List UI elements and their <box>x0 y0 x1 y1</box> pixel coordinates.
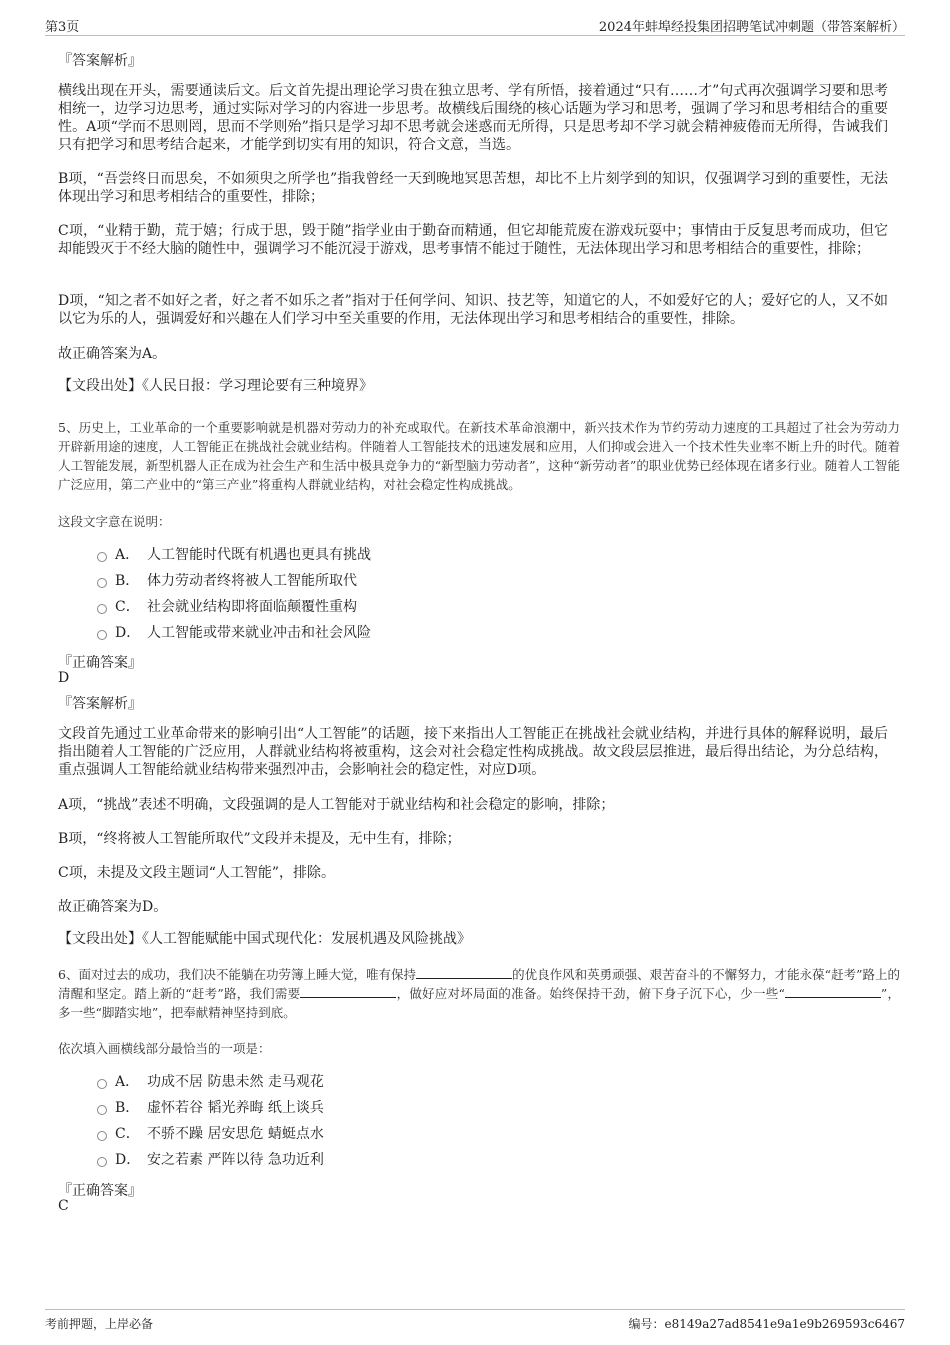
correct-answer-label: 『正确答案』 <box>58 1183 142 1199</box>
radio-button[interactable] <box>97 1105 107 1115</box>
analysis-paragraph: C项，“业精于勤，荒于嬉；行成于思，毁于随”指学业由于勤奋而精通，但它却能荒废在游戏玩耍中；事情由于反复思考而成功，但它却能毁灭于不经大脑的随性中，强调学习不能沉浸于游戏，思考事情不能过于随性，无法体现出学习和思考相结合的重要性，排除； <box>58 223 888 257</box>
radio-button[interactable] <box>97 1079 107 1089</box>
radio-button[interactable] <box>97 630 107 640</box>
option-b[interactable] <box>97 571 357 591</box>
conclusion: 故正确答案为A。 <box>58 346 167 362</box>
analysis-label: 『答案解析』 <box>58 696 142 712</box>
analysis-paragraph: 文段首先通过工业革命带来的影响引出“人工智能”的话题，接下来指出人工智能正在挑战社会就业结构，并进行具体的解释说明，最后指出随着人工智能的广泛应用，人群就业结构将被重构，这会对社会稳定性构成挑战。故文段层层推进，最后得出结论，为分总结构，重点强调人工智能给就业结构带来强烈冲击，会影响社会的稳定性，对应D项。 <box>58 726 888 778</box>
option-letter: D． <box>115 625 141 641</box>
option-text: 不骄不躁 居安思危 蜻蜓点水 <box>147 1126 324 1142</box>
option-text: 功成不居 防患未然 走马观花 <box>147 1074 324 1090</box>
correct-answer: C <box>58 1198 69 1214</box>
page-footer <box>45 1309 905 1337</box>
option-text: 人工智能或带来就业冲击和社会风险 <box>147 625 371 641</box>
page-number: 第3页 <box>45 20 80 35</box>
analysis-paragraph: B项，“终将被人工智能所取代”文段并未提及，无中生有，排除； <box>58 831 461 847</box>
radio-button[interactable] <box>97 578 107 588</box>
correct-answer: D <box>58 670 70 686</box>
stem-text: 6、面对过去的成功，我们决不能躺在功劳簿上睡大觉，唯有保持 <box>58 967 417 982</box>
option-text: 安之若素 严阵以待 急功近利 <box>147 1152 324 1168</box>
radio-button[interactable] <box>97 604 107 614</box>
option-a[interactable] <box>97 545 371 565</box>
option-letter: B． <box>115 573 140 589</box>
option-letter: A． <box>115 1074 140 1090</box>
fill-blank <box>785 986 881 998</box>
fill-blank <box>416 967 512 979</box>
option-c[interactable] <box>97 597 357 617</box>
option-d[interactable] <box>97 1150 324 1170</box>
stem-text: ，做好应对坏局面的准备。始终保持干劲，俯下身子沉下心，少一些“ <box>396 986 785 1001</box>
document-code: 编号：e8149a27ad8541e9a1e9b269593c6467 <box>628 1317 905 1331</box>
analysis-paragraph: A项，“挑战”表述不明确，文段强调的是人工智能对于就业结构和社会稳定的影响，排除； <box>58 797 615 813</box>
question-prompt: 这段文字意在说明： <box>58 514 171 529</box>
analysis-paragraph: C项，未提及文段主题词“人工智能”，排除。 <box>58 865 336 881</box>
option-text: 社会就业结构即将面临颠覆性重构 <box>147 599 357 615</box>
source-citation: 【文段出处】《人工智能赋能中国式现代化：发展机遇及风险挑战》 <box>58 931 471 947</box>
radio-button[interactable] <box>97 1131 107 1141</box>
analysis-paragraph: B项，“吾尝终日而思矣，不如须臾之所学也”指我曾经一天到晚地冥思苦想，却比不上片刻学到的知识，仅强调学习到的重要性，无法体现出学习和思考相结合的重要性，排除； <box>58 171 888 205</box>
radio-button[interactable] <box>97 552 107 562</box>
stem-text: 的优良作风和英勇顽强、艰苦奋斗的不懈努力，才能永葆“赶考”路上的清醒和坚定。踏上新的“赶考”路，我们需要 <box>58 967 900 1001</box>
option-letter: C． <box>115 599 140 615</box>
option-text: 人工智能时代既有机遇也更具有挑战 <box>147 547 371 563</box>
option-letter: D． <box>115 1152 141 1168</box>
fill-blank <box>300 986 396 998</box>
option-letter: C． <box>115 1126 140 1142</box>
question-prompt: 依次填入画横线部分最恰当的一项是： <box>58 1041 271 1056</box>
option-letter: A． <box>115 547 140 563</box>
question-stem <box>58 965 900 1022</box>
option-text: 虚怀若谷 韬光养晦 纸上谈兵 <box>147 1100 324 1116</box>
option-letter: B． <box>115 1100 140 1116</box>
stem-text: ”，多一些“脚踏实地”，把奉献精神坚持到底。 <box>58 986 900 1020</box>
conclusion: 故正确答案为D。 <box>58 899 168 915</box>
page-header <box>45 14 905 36</box>
option-text: 体力劳动者终将被人工智能所取代 <box>147 573 357 589</box>
footer-slogan: 考前押题，上岸必备 <box>45 1317 154 1331</box>
option-c[interactable] <box>97 1124 324 1144</box>
document-title: 2024年蚌埠经投集团招聘笔试冲刺题（带答案解析） <box>598 20 905 35</box>
source-citation: 【文段出处】《人民日报：学习理论要有三种境界》 <box>58 378 373 394</box>
question-stem: 5、历史上，工业革命的一个重要影响就是机器对劳动力的补充或取代。在新技术革命浪潮中，新兴技术作为节约劳动力速度的工具超过了社会为劳动力开辟新用途的速度，人工智能正在挑战社会就业结构。伴随着人工智能技术的迅速发展和应用，人们抑或会进入一个技术性失业率不断上升的时代。随着人工智能发展，新型机器人正在成为社会生产和生活中极具竞争力的“新型脑力劳动者”，这种“新劳动者”的职业优势已经体现在诸多行业。随着人工智能广泛应用，第二产业中的“第三产业”将重构人群就业结构，对社会稳定性构成挑战。 <box>58 420 900 492</box>
analysis-label: 『答案解析』 <box>58 53 142 69</box>
radio-button[interactable] <box>97 1157 107 1167</box>
option-b[interactable] <box>97 1098 324 1118</box>
analysis-paragraph: 横线出现在开头，需要通读后文。后文首先提出理论学习贵在独立思考、学有所悟，接着通过“只有……才”句式再次强调学习要和思考相统一，边学习边思考，通过实际对学习的内容进一步思考。故横线后围绕的核心话题为学习和思考，强调了学习和思考相结合的重要性。A项“学而不思则罔，思而不学则殆”指只是学习却不思考就会迷惑而无所得，只是思考却不学习就会精神疲倦而无所得，告诫我们只有把学习和思考结合起来，才能学到切实有用的知识，符合文意，当选。 <box>58 83 888 153</box>
correct-answer-label: 『正确答案』 <box>58 655 142 671</box>
option-a[interactable] <box>97 1072 324 1092</box>
analysis-paragraph: D项，“知之者不如好之者，好之者不如乐之者”指对于任何学问、知识、技艺等，知道它的人，不如爱好它的人；爱好它的人，又不如以它为乐的人，强调爱好和兴趣在人们学习中至关重要的作用，无法体现出学习和思考相结合的重要性，排除。 <box>58 293 888 327</box>
option-d[interactable] <box>97 623 371 643</box>
